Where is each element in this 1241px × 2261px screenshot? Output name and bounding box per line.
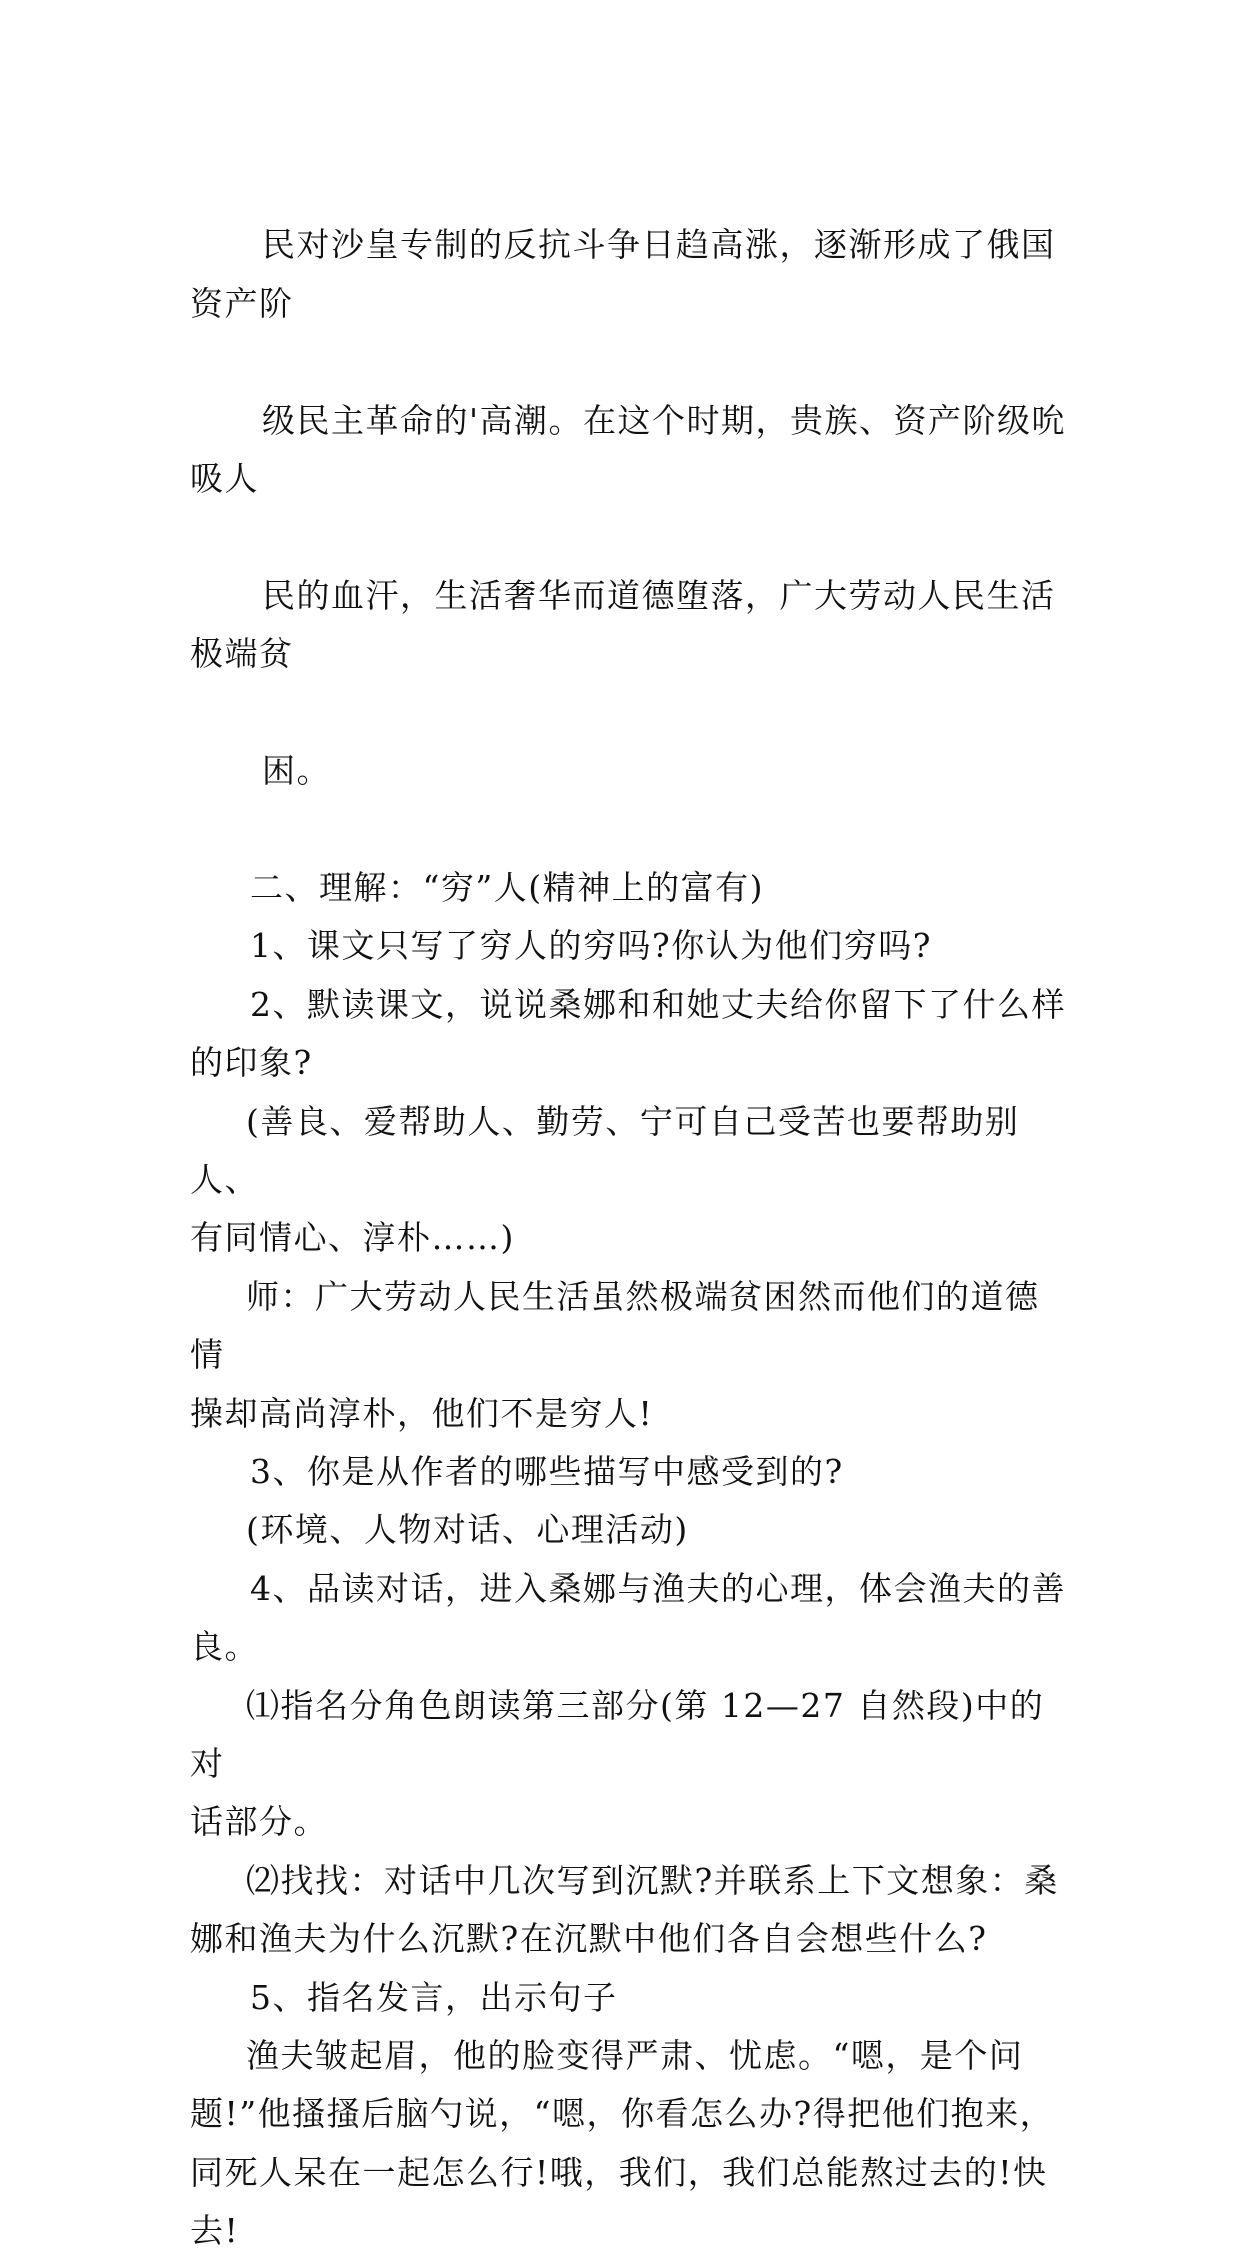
section-heading xyxy=(190,859,1068,917)
text-line: (善良、爱帮助人、勤劳、宁可自己受苦也要帮助别人、 xyxy=(190,1101,1020,1199)
text-line: 娜和渔夫为什么沉默?在沉默中他们各自会想些什么? xyxy=(190,1919,988,1959)
text-line: 级民主革命的'高潮。在这个时期，贵族、资产阶级吮吸人 xyxy=(190,400,1067,499)
text-line: (环境、人物对话、心理活动) xyxy=(246,1510,689,1550)
text-line: 的印象? xyxy=(190,1043,313,1083)
document-body xyxy=(190,158,1068,2261)
paragraph-quote xyxy=(190,2027,1068,2261)
text-line: 良。 xyxy=(190,1627,259,1667)
text-line: 话部分。 xyxy=(190,1802,328,1842)
text-line: 渔夫皱起眉，他的脸变得严肃、忧虑。“嗯，是个问 xyxy=(246,2036,1024,2075)
paragraph-intro xyxy=(190,158,1068,859)
text-line: 1、课文只写了穷人的穷吗?你认为他们穷吗? xyxy=(250,926,932,966)
text-line: ⑵找找：对话中几次写到沉默?并联系上下文想象：桑 xyxy=(246,1860,1059,1900)
text-line: 师：广大劳动人民生活虽然极端贫困然而他们的道德情 xyxy=(190,1276,1040,1375)
paragraph-question-5 xyxy=(190,1969,1068,2027)
paragraph-subitem-2 xyxy=(190,1852,1068,1969)
paragraph-question-2 xyxy=(190,976,1068,1093)
text-line: 题!”他搔搔后脑勺说，“嗯，你看怎么办?得把他们抱来， xyxy=(190,2094,1055,2134)
text-line: 3、你是从作者的哪些描写中感受到的? xyxy=(250,1451,844,1491)
paragraph-answer-3 xyxy=(190,1501,1068,1559)
paragraph-question-1 xyxy=(190,917,1068,975)
text-line: 同死人呆在一起怎么行!哦，我们，我们总能熬过去的!快去! xyxy=(190,2152,1048,2251)
text-line: 困。 xyxy=(261,751,331,791)
text-line: 2、默读课文，说说桑娜和和她丈夫给你留下了什么样 xyxy=(250,984,1066,1024)
text-line: 5、指名发言，出示句子 xyxy=(250,1977,618,2017)
text-line: 民的血汗，生活奢华而道德堕落，广大劳动人民生活极端贫 xyxy=(190,575,1056,674)
text-line: 二、理解：“穷”人(精神上的富有) xyxy=(250,867,764,907)
text-line: 有同情心、淳朴……) xyxy=(190,1218,515,1258)
text-line: 民对沙皇专制的反抗斗争日趋高涨，逐渐形成了俄国资产阶 xyxy=(190,225,1056,323)
paragraph-question-3 xyxy=(190,1443,1068,1501)
paragraph-subitem-1 xyxy=(190,1677,1068,1852)
paragraph-question-4 xyxy=(190,1560,1068,1677)
text-line: ⑴指名分角色朗读第三部分(第 12—27 自然段)中的对 xyxy=(190,1685,1045,1783)
text-line: 4、品读对话，进入桑娜与渔夫的心理，体会渔夫的善 xyxy=(250,1568,1066,1608)
text-line: 操却高尚淳朴，他们不是穷人! xyxy=(190,1393,654,1433)
paragraph-answer-2 xyxy=(190,1093,1068,1268)
paragraph-teacher-note xyxy=(190,1268,1068,1443)
